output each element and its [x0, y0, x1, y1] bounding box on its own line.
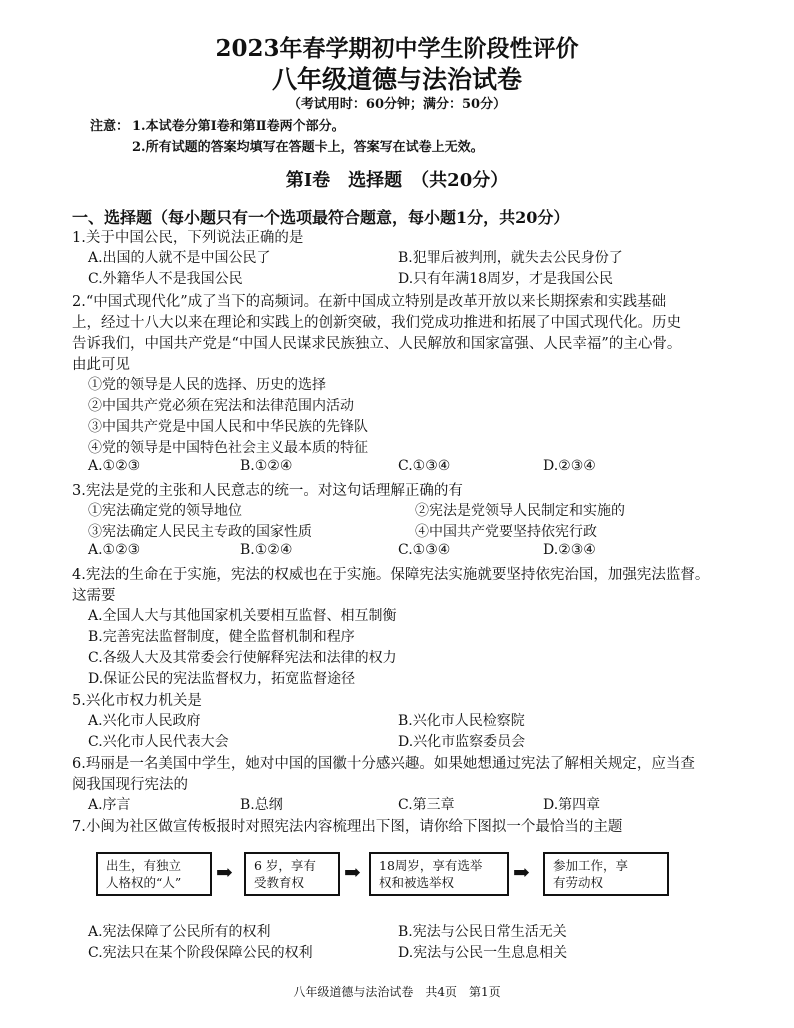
q1-option-b: B.犯罪后被判刑，就失去公民身份了: [398, 250, 623, 266]
q5-option-a: A.兴化市人民政府: [88, 713, 201, 729]
q1-option-d: D.只有年满18周岁，才是我国公民: [398, 271, 613, 287]
q7-option-b: B.宪法与公民日常生活无关: [398, 924, 567, 940]
q5-stem: 5.兴化市权力机关是: [72, 693, 202, 709]
flow-box-age18: [369, 852, 509, 896]
q1-option-a: A.出国的人就不是中国公民了: [88, 250, 271, 266]
q7-stem: 7.小闽为社区做宣传板报时对照宪法内容梳理出下图，请你给下图拟一个最恰当的主题: [72, 819, 623, 835]
flow-arrow-1-icon: ➡: [216, 860, 233, 884]
flow-box-work-line2: 有劳动权: [553, 875, 604, 890]
exam-title-line1: 2023年春学期初中学生阶段性评价: [215, 35, 579, 62]
q6-line1: 6.玛丽是一名美国中学生，她对中国的国徽十分感兴趣。如果她想通过宪法了解相关规定，应当查: [72, 756, 695, 772]
q5-option-b: B.兴化市人民检察院: [398, 713, 525, 729]
q3-option-c: C.①③④: [398, 542, 451, 558]
flow-arrow-2-icon: ➡: [344, 860, 361, 884]
q3-statement-1: ①宪法确定党的领导地位: [88, 503, 242, 519]
q2-line1: 2.“中国式现代化”成了当下的高频词。在新中国成立特别是改革开放以来长期探索和实践基础: [72, 294, 667, 310]
note-2: 2.所有试题的答案均填写在答题卡上，答案写在试卷上无效。: [132, 140, 484, 155]
q3-option-a: A.①②③: [88, 542, 141, 558]
flow-box-birth-line1: 出生，有独立: [106, 858, 182, 873]
q4-option-b: B.完善宪法监督制度，健全监督机制和程序: [88, 629, 355, 645]
flow-box-birth-line2: 人格权的“人”: [106, 875, 182, 890]
q2-statement-2: ②中国共产党必须在宪法和法律范围内活动: [88, 398, 354, 414]
flow-box-work-line1: 参加工作，享: [553, 858, 629, 873]
q2-option-c: C.①③④: [398, 458, 451, 474]
q3-option-b: B.①②④: [240, 542, 293, 558]
q2-line2: 上，经过十八大以来在理论和实践上的创新突破，我们党成功推进和拓展了中国式现代化。历史: [72, 315, 681, 331]
exam-title-line2: 八年级道德与法治试卷: [271, 65, 522, 94]
flow-box-age6: [244, 852, 340, 896]
q2-line4: 由此可见: [72, 357, 130, 373]
flow-box-age6-line1: 6 岁，享有: [254, 858, 316, 873]
q3-stem: 3.宪法是党的主张和人民意志的统一。对这句话理解正确的有: [72, 483, 463, 499]
flow-arrow-3-icon: ➡: [513, 860, 530, 884]
notes-label: 注意：: [90, 119, 130, 134]
q2-statement-3: ③中国共产党是中国人民和中华民族的先锋队: [88, 419, 368, 435]
q2-statement-4: ④党的领导是中国特色社会主义最本质的特征: [88, 440, 368, 456]
part-heading: 一、选择题（每小题只有一个选项最符合题意，每小题1分，共20分）: [72, 208, 570, 227]
q4-option-d: D.保证公民的宪法监督权力，拓宽监督途径: [88, 671, 356, 687]
q3-option-d: D.②③④: [543, 542, 596, 558]
q3-statement-3: ③宪法确定人民民主专政的国家性质: [88, 524, 312, 540]
q3-statement-2: ②宪法是党领导人民制定和实施的: [415, 503, 625, 519]
q4-line1: 4.宪法的生命在于实施，宪法的权威也在于实施。保障宪法实施就要坚持依宪治国，加强宪法监督。: [72, 567, 710, 583]
q6-option-a: A.序言: [88, 797, 131, 813]
flow-box-age18-line2: 权和被选举权: [379, 875, 455, 890]
q5-option-d: D.兴化市监察委员会: [398, 734, 526, 750]
flow-box-age6-line2: 受教育权: [254, 875, 305, 890]
q4-option-c: C.各级人大及其常委会行使解释宪法和法律的权力: [88, 650, 397, 666]
q3-statement-4: ④中国共产党要坚持依宪行政: [415, 524, 597, 540]
flow-box-work: [543, 852, 669, 896]
note-1: 1.本试卷分第Ⅰ卷和第Ⅱ卷两个部分。: [132, 119, 345, 134]
q2-line3: 告诉我们，中国共产党是“中国人民谋求民族独立、人民解放和国家富强、人民幸福”的主心骨。: [72, 336, 682, 352]
section-title: 第Ⅰ卷 选择题 （共20分）: [285, 170, 509, 191]
q1-stem: 1.关于中国公民，下列说法正确的是: [72, 230, 304, 246]
q7-option-d: D.宪法与公民一生息息相关: [398, 945, 568, 961]
q6-option-c: C.第三章: [398, 797, 455, 813]
q6-line2: 阅我国现行宪法的: [72, 777, 188, 793]
exam-info: （考试用时：60分钟；满分：50分）: [287, 97, 507, 112]
q7-option-a: A.宪法保障了公民所有的权利: [88, 924, 271, 940]
q5-option-c: C.兴化市人民代表大会: [88, 734, 229, 750]
q6-option-b: B.总纲: [240, 797, 283, 813]
q2-statement-1: ①党的领导是人民的选择、历史的选择: [88, 377, 326, 393]
q4-line2: 这需要: [72, 588, 116, 604]
q2-option-b: B.①②④: [240, 458, 293, 474]
q6-option-d: D.第四章: [543, 797, 601, 813]
q2-option-d: D.②③④: [543, 458, 596, 474]
q2-option-a: A.①②③: [88, 458, 141, 474]
q4-option-a: A.全国人大与其他国家机关要相互监督、相互制衡: [88, 608, 397, 624]
q7-option-c: C.宪法只在某个阶段保障公民的权利: [88, 945, 313, 961]
flow-box-birth: [96, 852, 212, 896]
flow-box-age18-line1: 18周岁，享有选举: [379, 858, 483, 873]
page-footer: 八年级道德与法治试卷 共4页 第1页: [293, 985, 501, 999]
q1-option-c: C.外籍华人不是我国公民: [88, 271, 243, 287]
